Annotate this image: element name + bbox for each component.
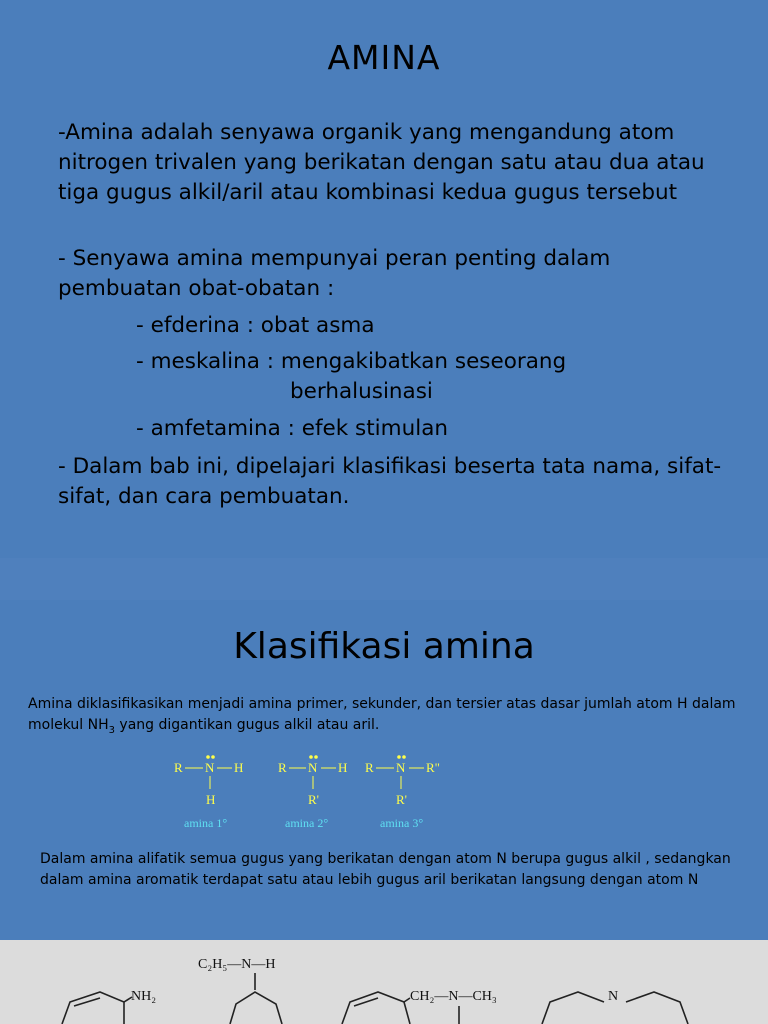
importance-paragraph: - Senyawa amina mempunyai peran penting dalam pembuatan obat-obatan : <box>58 246 611 301</box>
f2-r: R <box>278 760 287 775</box>
classification-intro <box>28 694 758 741</box>
drug-item-amfetamina: - amfetamina : efek stimulan <box>136 416 449 441</box>
f2-rprime: R' <box>308 792 320 807</box>
f1-h: H <box>234 760 244 775</box>
f1-n: N <box>205 760 215 775</box>
f3-r: R <box>365 760 374 775</box>
drug-item-meskalina: - meskalina : mengakibatkan seseorang <box>136 349 567 374</box>
slide-separator <box>0 558 768 602</box>
drug-item-meskalina-cont: berhalusinasi <box>290 379 433 404</box>
intro-text-end: yang digantikan gugus alkil atau aril. <box>114 717 380 733</box>
fused-ring-right <box>626 992 688 1024</box>
nh2-label: NH₂ <box>131 989 157 1004</box>
label-amina-3: amina 3° <box>380 816 424 830</box>
chapter-paragraph: - Dalam bab ini, dipelajari klasifikasi beserta tata nama, sifat-sifat, dan cara pembuatan. <box>58 454 722 509</box>
benzene-ring-1 <box>62 992 124 1024</box>
fused-ring-left <box>542 992 604 1024</box>
f2-n: N <box>308 760 318 775</box>
scanned-structures <box>0 940 768 1024</box>
slide-title: AMINA <box>327 38 441 77</box>
f2-h: H <box>338 760 348 775</box>
definition-paragraph: -Amina adalah senyawa organik yang mengandung atom nitrogen trivalen yang berikatan dengan satu atau dua atau tiga gugus alkil/aril atau kombinasi kedua gugus tersebut <box>58 120 705 205</box>
ring-n: N <box>608 989 619 1004</box>
f3-rprime: R' <box>396 792 408 807</box>
drug-item-efderina: - efderina : obat asma <box>136 313 375 338</box>
benzyl-chain: CH₂—N—CH₃ <box>410 989 497 1004</box>
f1-r: R <box>174 760 183 775</box>
slide-title: Klasifikasi amina <box>233 626 535 667</box>
label-amina-1: amina 1° <box>184 816 228 830</box>
f3-n: N <box>396 760 406 775</box>
aliphatic-aromatic-note: Dalam amina alifatik semua gugus yang berikatan dengan atom N berupa gugus alkil , sedangkan dalam amina aromatik terdapat satu atau lebih gugus aril berikatan langsung dengan atom N <box>40 851 731 888</box>
intro-text: Amina diklasifikasikan menjadi amina primer, sekunder, dan tersier atas dasar jumlah atom H dalam molekul NH <box>28 696 736 733</box>
label-amina-2: amina 2° <box>285 816 329 830</box>
ethylamine-group: C₂H₅—N—H <box>198 957 276 972</box>
amine-classification-formulas <box>160 748 480 838</box>
f1-h2: H <box>206 792 216 807</box>
benzene-ring-3 <box>342 992 410 1024</box>
f3-rdouble: R" <box>426 760 440 775</box>
benzene-ring-2 <box>230 992 282 1024</box>
slide-klasifikasi <box>0 600 768 940</box>
intro-subscript: 3 <box>108 724 115 736</box>
